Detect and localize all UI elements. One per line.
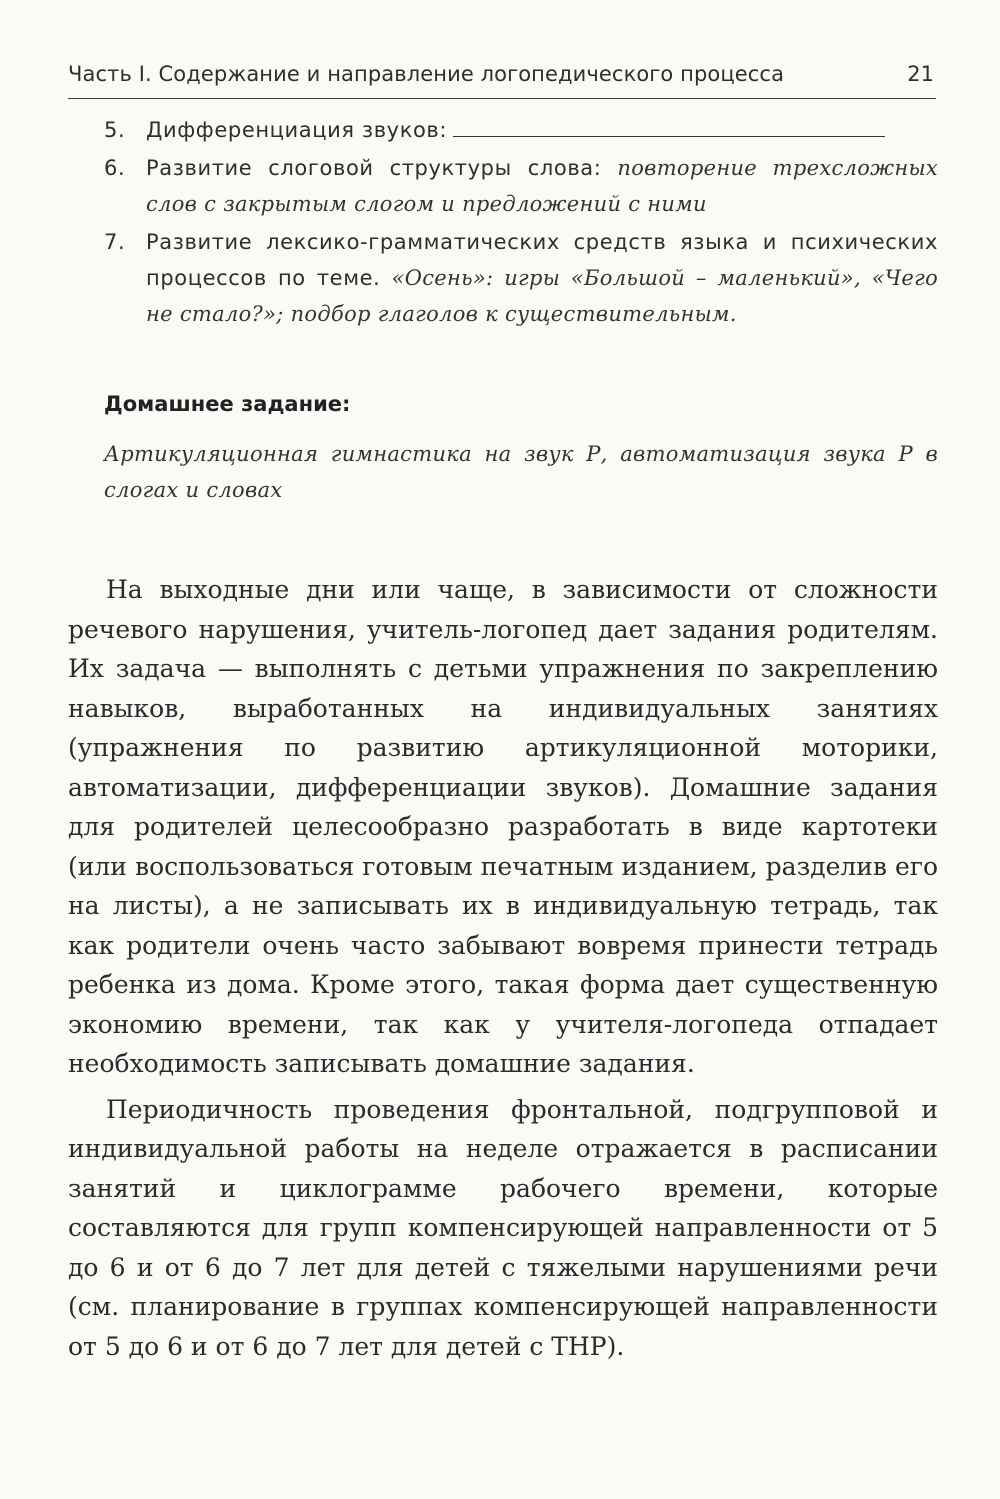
handwritten-note: «Осень»: игры «Большой – маленький», «Чего не стало?»; подбор глаголов к существительным. bbox=[146, 266, 939, 326]
item-number: 6. bbox=[104, 156, 126, 180]
item-label: Развитие слоговой структуры слова: bbox=[146, 156, 602, 180]
paragraph: Периодичность проведения фронтальной, подгрупповой и индивидуальной работы на неделе отражается в расписании занятий и циклограмме рабочего времени, которые составляются для групп компенсирующей направленности от 5 до 6 и от 6 до 7 лет для детей с тяжелыми нарушениями речи (см. планирование в группах компенсирующей направленности от 5 до 6 и от 6 до 7 лет для детей с ТНР). bbox=[68, 1094, 938, 1361]
item-label: Развитие лексико-грамматических средств языка и психических процессов по теме. bbox=[146, 230, 938, 290]
body-text bbox=[68, 570, 938, 1366]
blank-line bbox=[453, 114, 885, 137]
plan-list bbox=[104, 112, 938, 334]
running-header bbox=[68, 54, 936, 99]
item-number: 5. bbox=[104, 118, 126, 142]
page-number: 21 bbox=[907, 62, 934, 86]
item-label: Дифференциация звуков: bbox=[146, 118, 448, 142]
list-item-7 bbox=[104, 224, 938, 332]
item-number: 7. bbox=[104, 230, 126, 254]
homework-text: Артикуляционная гимнастика на звук Р, автоматизация звука Р в слогах и словах bbox=[104, 442, 938, 502]
list-item-6 bbox=[104, 150, 938, 222]
handwritten-note: повторение трехсложных слов с закрытым слогом и предложений с ними bbox=[146, 156, 939, 216]
header-title: Часть I. Содержание и направление логопедического процесса bbox=[68, 62, 785, 86]
paragraph: На выходные дни или чаще, в зависимости от сложности речевого нарушения, учитель-логопед дает задания родителям. Их задача — выполнять с детьми упражнения по закреплению навыков, выработанных на индивидуальных занятиях (упражнения по развитию артикуляционной моторики, автоматизации, дифференциации звуков). Домашние задания для родителей целесообразно разработать в виде картотеки (или воспользоваться готовым печатным изданием, разделив его на листы), а не записывать их в индивидуальную тетрадь, так как родители очень часто забывают вовремя принести тетрадь ребенка из дома. Кроме этого, такая форма дает существенную экономию времени, так как у учителя-логопеда отпадает необходимость записывать домашние задания. bbox=[68, 575, 938, 1078]
homework-title: Домашнее задание: bbox=[104, 392, 351, 416]
list-item-5 bbox=[104, 112, 938, 148]
